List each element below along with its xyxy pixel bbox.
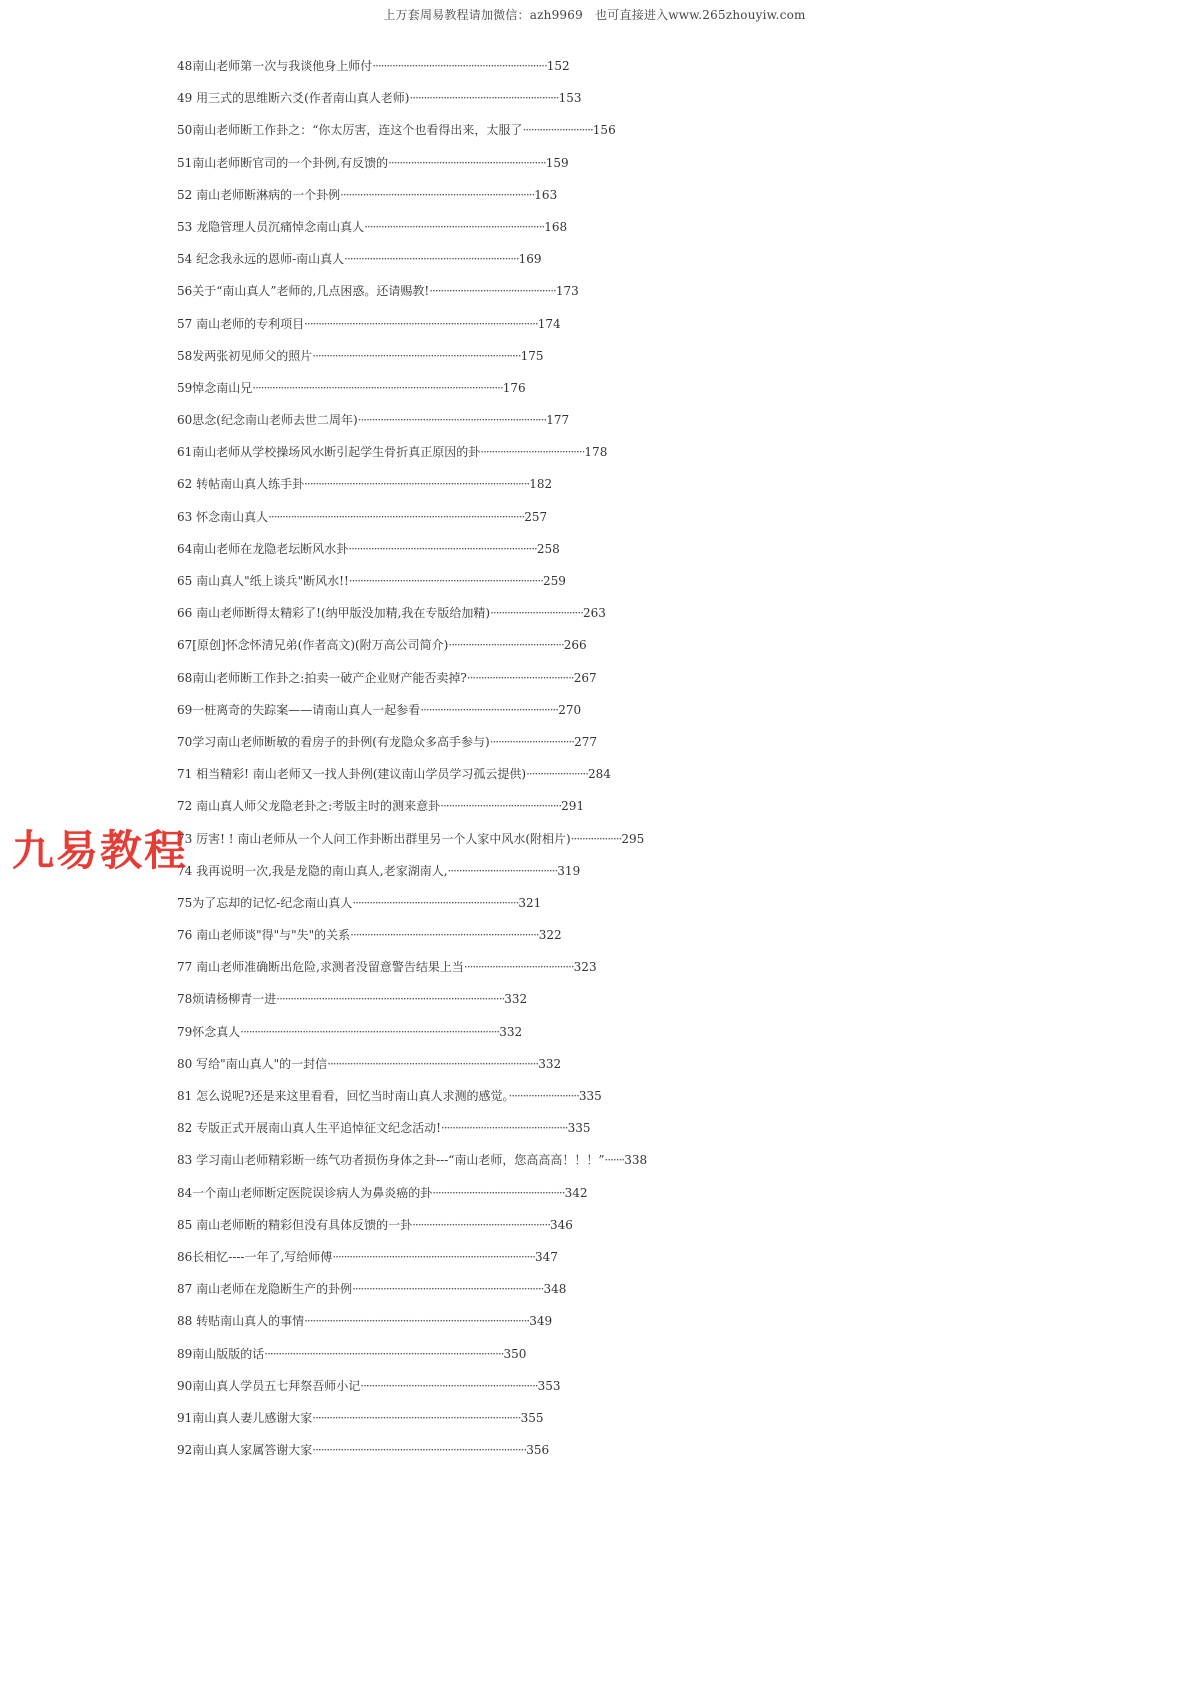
toc-entry-page: 348 <box>543 1282 567 1297</box>
toc-entry-page: 169 <box>518 252 542 267</box>
toc-entry-page: 266 <box>563 638 587 653</box>
toc-entry-title: 85 南山老师断的精彩但没有具体反馈的一卦 <box>177 1217 413 1232</box>
toc-entry <box>177 796 777 828</box>
toc-entry-title: 59悼念南山兄 <box>177 380 253 395</box>
toc-entry <box>177 571 777 603</box>
toc-entry <box>177 635 777 667</box>
toc-entry-title: 62 转帖南山真人练手卦 <box>177 477 305 492</box>
toc-leader-dots: ··············································· <box>432 1185 565 1200</box>
toc-entry-page: 335 <box>578 1089 602 1103</box>
toc-entry-page: 153 <box>558 91 582 106</box>
toc-entry-title: 76 南山老师谈"得"与"失"的关系 <box>177 928 351 943</box>
toc-entry-page: 347 <box>534 1249 558 1264</box>
toc-leader-dots: ······································· <box>447 863 558 878</box>
toc-leader-dots: ······························································ <box>372 59 547 73</box>
toc-entry <box>177 314 777 346</box>
toc-entry-page: 159 <box>545 155 569 170</box>
toc-entry-title: 74 我再说明一次,我是龙隐的南山真人,老家湖南人, <box>177 863 448 878</box>
toc-entry-title: 77 南山老师准确断出危险,求测者没留意警告结果上当 <box>177 960 464 975</box>
table-of-contents <box>177 56 777 1472</box>
toc-entry <box>177 764 777 796</box>
toc-entry-page: 291 <box>561 799 585 814</box>
toc-leader-dots: ····················································· <box>409 91 559 106</box>
toc-leader-dots: ························· <box>522 123 593 138</box>
watermark-logo: 九易教程 <box>12 826 189 875</box>
toc-entry-title: 65 南山真人"纸上谈兵"断风水!! <box>177 574 349 588</box>
toc-entry <box>177 120 777 152</box>
toc-entry-title: 91南山真人妻儿感谢大家 <box>177 1410 313 1425</box>
toc-entry <box>177 378 777 410</box>
toc-entry-title: 86长相忆----一年了,写给师傅 <box>177 1249 333 1264</box>
toc-entry-page: 342 <box>564 1185 588 1200</box>
toc-entry-page: 163 <box>534 187 558 202</box>
toc-entry-page: 338 <box>624 1153 648 1168</box>
toc-leader-dots: ················································································· <box>276 992 505 1007</box>
toc-leader-dots: ································· <box>490 606 583 621</box>
toc-entry <box>177 281 777 313</box>
toc-entry-title: 92南山真人家属答谢大家 <box>177 1443 313 1458</box>
toc-entry-page: 259 <box>542 574 566 588</box>
toc-entry-title: 84一个南山老师断定医院误诊病人为鼻炎癌的卦 <box>177 1185 433 1200</box>
toc-entry-title: 58发两张初见师父的照片 <box>177 348 313 363</box>
toc-entry-page: 284 <box>588 767 611 782</box>
toc-leader-dots: ············································································ <box>312 1443 527 1458</box>
toc-leader-dots: ································································ <box>364 219 545 234</box>
toc-entry <box>177 1279 777 1311</box>
toc-entry-page: 175 <box>520 348 544 363</box>
toc-entry-page: 156 <box>592 123 616 138</box>
toc-leader-dots: ··········································································· <box>327 1056 539 1071</box>
toc-entry-page: 321 <box>518 895 542 910</box>
toc-entry <box>177 1118 777 1150</box>
toc-entry-page: 277 <box>574 734 597 749</box>
toc-entry <box>177 861 777 893</box>
toc-entry <box>177 410 777 442</box>
toc-entry <box>177 1086 777 1118</box>
toc-entry <box>177 1408 777 1440</box>
toc-leader-dots: ············································· <box>440 1121 568 1136</box>
toc-entry <box>177 1247 777 1279</box>
toc-entry-page: 332 <box>504 992 528 1007</box>
toc-leader-dots: ·········································································· <box>312 1410 521 1425</box>
toc-leader-dots: ···································································· <box>352 1282 544 1297</box>
toc-entry-title: 67[原创]怀念怀清兄弟(作者高文)(附万高公司简介) <box>177 638 449 653</box>
toc-entry-page: 332 <box>499 1024 523 1039</box>
toc-entry-title: 63 怀念南山真人 <box>177 509 269 524</box>
toc-entry-page: 267 <box>573 670 597 685</box>
toc-entry-page: 356 <box>526 1443 550 1458</box>
toc-leader-dots: ························· <box>508 1089 579 1103</box>
toc-entry <box>177 217 777 249</box>
toc-entry <box>177 1215 777 1247</box>
toc-entry-title: 54 纪念我永远的恩师-南山真人 <box>177 252 345 267</box>
toc-leader-dots: ·········································································· <box>312 348 521 363</box>
toc-entry-title: 79怀念真人 <box>177 1024 241 1039</box>
toc-entry-page: 174 <box>537 316 561 331</box>
toc-entry-page: 335 <box>567 1121 591 1136</box>
toc-entry-page: 319 <box>557 863 581 878</box>
toc-entry-page: 176 <box>502 380 526 395</box>
toc-entry-page: 177 <box>546 413 570 428</box>
toc-entry <box>177 1022 777 1054</box>
toc-entry <box>177 925 777 957</box>
toc-entry <box>177 1150 777 1182</box>
toc-leader-dots: ····································································· <box>348 574 543 588</box>
toc-leader-dots: ····································· <box>480 445 585 460</box>
toc-leader-dots: ······························ <box>489 734 575 749</box>
toc-entry <box>177 700 777 732</box>
toc-leader-dots: ······························································· <box>360 1378 538 1393</box>
toc-leader-dots: ······························································ <box>344 252 519 267</box>
toc-leader-dots: ··························································· <box>352 895 519 910</box>
toc-leader-dots: ················································································ <box>304 1314 530 1329</box>
toc-entry-page: 346 <box>550 1217 573 1232</box>
toc-leader-dots: ············································· <box>429 284 556 299</box>
toc-entry-page: 270 <box>558 702 582 717</box>
toc-entry <box>177 88 777 120</box>
toc-entry-title: 89南山版版的话 <box>177 1346 265 1361</box>
toc-entry-title: 50南山老师断工作卦之：“你太厉害，连这个也看得出来，太服了 <box>177 123 523 138</box>
toc-entry-page: 173 <box>555 284 579 299</box>
toc-entry-page: 355 <box>520 1410 544 1425</box>
toc-leader-dots: ················································································ <box>304 477 530 492</box>
toc-entry <box>177 1054 777 1086</box>
toc-leader-dots: ········································································ <box>332 1249 535 1264</box>
toc-leader-dots: ··································································· <box>350 928 539 943</box>
toc-entry-title: 57 南山老师的专利项目 <box>177 316 305 331</box>
toc-leader-dots: ······· <box>604 1153 625 1168</box>
toc-entry-title: 78烦请杨柳青一进 <box>177 992 277 1007</box>
toc-entry-title: 70学习南山老师断敏的看房子的卦例(有龙隐众多高手参与) <box>177 734 490 749</box>
toc-leader-dots: ······································ <box>466 670 574 685</box>
toc-entry-title: 71 相当精彩! 南山老师又一找人卦例(建议南山学员学习孤云提供) <box>177 767 527 782</box>
toc-entry-title: 68南山老师断工作卦之:拍卖一破产企业财产能否卖掉? <box>177 670 467 685</box>
toc-entry-page: 152 <box>546 59 570 73</box>
toc-leader-dots: ··········································· <box>440 799 562 814</box>
toc-entry-title: 53 龙隐管理人员沉痛悼念南山真人 <box>177 219 365 234</box>
toc-entry <box>177 957 777 989</box>
toc-entry-page: 263 <box>582 606 606 621</box>
toc-entry <box>177 56 777 88</box>
toc-entry <box>177 893 777 925</box>
toc-entry-page: 295 <box>621 831 645 846</box>
toc-entry-page: 350 <box>503 1346 527 1361</box>
toc-entry <box>177 474 777 506</box>
toc-entry-page: 349 <box>529 1314 553 1329</box>
toc-entry-title: 73 厉害! ! 南山老师从一个人问工作卦断出群里另一个人家中风水(附相片) <box>177 831 571 846</box>
toc-leader-dots: ······································· <box>463 960 574 975</box>
toc-entry <box>177 989 777 1021</box>
toc-leader-dots: ················································· <box>412 1217 551 1232</box>
toc-entry-title: 69一桩离奇的失踪案——请南山真人一起参看 <box>177 702 421 717</box>
toc-entry <box>177 732 777 764</box>
toc-entry <box>177 153 777 185</box>
toc-entry-title: 81 怎么说呢?还是来这里看看，回忆当时南山真人求测的感觉。 <box>177 1089 509 1103</box>
toc-entry-page: 322 <box>538 928 562 943</box>
toc-entry-title: 75为了忘却的记忆-纪念南山真人 <box>177 895 353 910</box>
toc-entry <box>177 603 777 635</box>
toc-leader-dots: ······················ <box>526 767 589 782</box>
toc-leader-dots: ··························································································· <box>268 509 525 524</box>
toc-leader-dots: ···························································································· <box>240 1024 500 1039</box>
toc-leader-dots: ········································· <box>448 638 564 653</box>
toc-entry-title: 64南山老师在龙隐老坛断风水卦 <box>177 541 349 556</box>
toc-leader-dots: ··················································································· <box>304 316 538 331</box>
toc-entry-title: 66 南山老师断得太精彩了!(纳甲版没加精,我在专版给加精) <box>177 606 491 621</box>
toc-entry-title: 56关于“南山真人”老师的,几点困惑。还请赐教! <box>177 284 430 299</box>
page-header: 上万套周易教程请加微信：azh9969 也可直接进入www.265zhouyiw.com <box>383 8 806 22</box>
toc-entry-title: 51南山老师断官司的一个卦例,有反馈的 <box>177 155 389 170</box>
toc-entry <box>177 346 777 378</box>
toc-entry <box>177 539 777 571</box>
toc-entry-title: 88 转贴南山真人的事情 <box>177 1314 305 1329</box>
toc-entry-page: 178 <box>584 445 608 460</box>
toc-leader-dots: ····································································· <box>340 187 535 202</box>
toc-entry <box>177 442 777 474</box>
toc-entry <box>177 1183 777 1215</box>
toc-entry <box>177 185 777 217</box>
toc-entry <box>177 1311 777 1343</box>
toc-entry-title: 82 专版正式开展南山真人生平追悼征文纪念活动! <box>177 1121 441 1136</box>
toc-entry-title: 48南山老师第一次与我谈他身上师付 <box>177 59 373 73</box>
toc-leader-dots: ························································································· <box>252 380 503 395</box>
toc-entry-title: 80 写给"南山真人"的一封信 <box>177 1056 328 1071</box>
toc-leader-dots: ····················································································· <box>264 1346 504 1361</box>
toc-entry-page: 257 <box>524 509 548 524</box>
toc-entry <box>177 1440 777 1472</box>
toc-entry-page: 353 <box>537 1378 561 1393</box>
toc-entry-title: 90南山真人学员五七拜祭吾师小记 <box>177 1378 361 1393</box>
toc-entry <box>177 1376 777 1408</box>
toc-entry <box>177 668 777 700</box>
toc-entry <box>177 829 777 861</box>
toc-entry-title: 49 用三式的思维断六爻(作者南山真人老师) <box>177 91 410 106</box>
toc-entry-title: 52 南山老师断淋病的一个卦例 <box>177 187 341 202</box>
toc-leader-dots: ················································· <box>420 702 559 717</box>
toc-entry-title: 87 南山老师在龙隐断生产的卦例 <box>177 1282 353 1297</box>
toc-leader-dots: ························································ <box>388 155 546 170</box>
toc-leader-dots: ··································································· <box>348 541 537 556</box>
toc-leader-dots: ··································································· <box>357 413 547 428</box>
toc-entry-page: 168 <box>544 219 568 234</box>
toc-entry-title: 72 南山真人师父龙隐老卦之:考版主时的测来意卦 <box>177 799 441 814</box>
toc-entry-title: 60思念(纪念南山老师去世二周年) <box>177 413 358 428</box>
toc-entry-title: 83 学习南山老师精彩断一练气功者损伤身体之卦---“南山老师，您高高高！！！” <box>177 1153 605 1168</box>
toc-entry-title: 61南山老师从学校操场风水断引起学生骨折真正原因的卦 <box>177 445 481 460</box>
toc-entry-page: 332 <box>538 1056 562 1071</box>
toc-entry-page: 258 <box>536 541 560 556</box>
toc-entry-page: 323 <box>573 960 597 975</box>
toc-entry <box>177 1344 777 1376</box>
toc-entry <box>177 507 777 539</box>
toc-leader-dots: ·················· <box>570 831 622 846</box>
toc-entry-page: 182 <box>529 477 553 492</box>
toc-entry <box>177 249 777 281</box>
